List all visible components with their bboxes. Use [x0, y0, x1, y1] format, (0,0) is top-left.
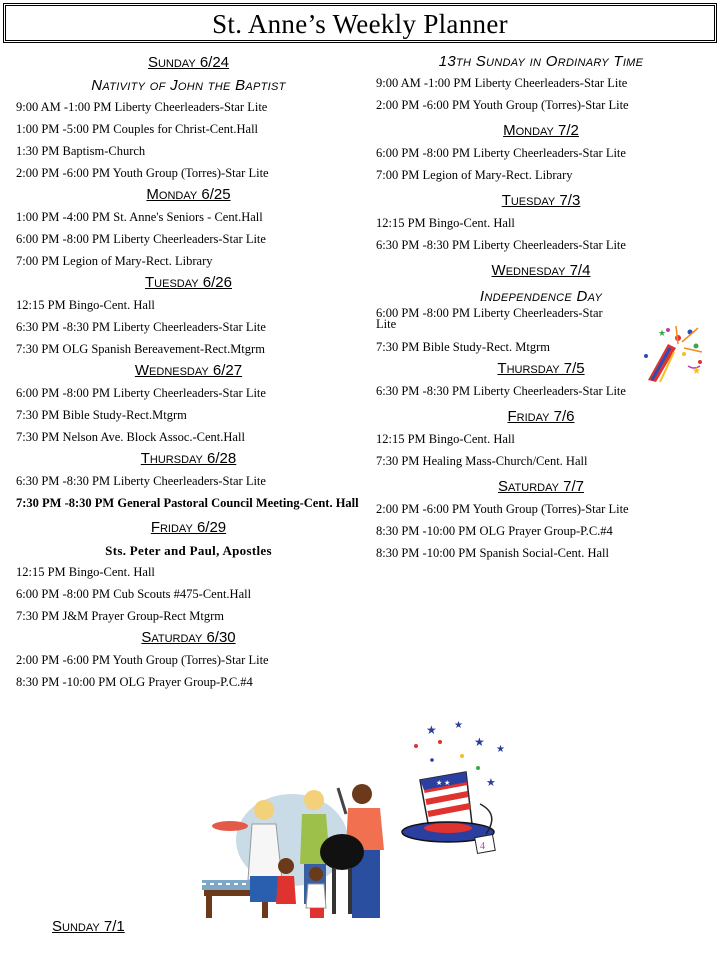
fireworks-clipart: [638, 322, 706, 386]
event-item: 12:15 PM Bingo-Cent. Hall: [376, 216, 515, 230]
event-item: 7:00 PM Legion of Mary-Rect. Library: [376, 168, 573, 182]
event-item: 7:30 PM Bible Study-Rect. Mtgrm: [376, 340, 550, 354]
event-item: 2:00 PM -6:00 PM Youth Group (Torres)-Star Lite: [376, 502, 629, 516]
left-column: [16, 52, 361, 693]
day-heading: Saturday 7/7: [498, 478, 584, 495]
day-heading: Tuesday 7/3: [501, 192, 581, 209]
day-heading: Wednesday 6/27: [134, 362, 243, 379]
feast-title: Sts. Peter and Paul, Apostles: [105, 543, 272, 558]
feast-title: Independence Day: [479, 288, 603, 305]
svg-text:★: ★: [496, 744, 505, 755]
day-heading: Sunday 6/24: [147, 54, 230, 71]
title-banner: [3, 3, 717, 43]
day-heading: Thursday 6/28: [140, 450, 237, 467]
event-item: 12:15 PM Bingo-Cent. Hall: [16, 298, 155, 312]
event-item: 6:00 PM -8:00 PM Cub Scouts #475-Cent.Hall: [16, 587, 252, 601]
day-heading: Sunday 7/1: [52, 918, 125, 935]
svg-text:★: ★: [692, 366, 701, 377]
svg-text:★: ★: [426, 723, 437, 737]
day-heading: Thursday 7/5: [497, 360, 585, 377]
right-column: [376, 52, 706, 564]
event-item: 6:30 PM -8:30 PM Liberty Cheerleaders-Star Lite: [16, 320, 266, 334]
family-bbq-clipart: [202, 780, 398, 922]
feast-title: Nativity of John the Baptist: [91, 77, 286, 94]
svg-text:★: ★: [454, 720, 463, 731]
day-heading: Friday 6/29: [150, 519, 227, 536]
event-item: 12:15 PM Bingo-Cent. Hall: [16, 565, 155, 579]
event-item: 7:30 PM Healing Mass-Church/Cent. Hall: [376, 454, 588, 468]
event-item: 7:30 PM Bible Study-Rect.Mtgrm: [16, 408, 187, 422]
day-heading: Tuesday 6/26: [145, 274, 232, 291]
event-item: 8:30 PM -10:00 PM OLG Prayer Group-P.C.#4: [16, 675, 253, 689]
event-item: 1:00 PM -4:00 PM St. Anne's Seniors - Cent.Hall: [16, 210, 263, 224]
event-item: 1:00 PM -5:00 PM Couples for Christ-Cent.Hall: [16, 122, 259, 136]
event-item: 9:00 AM -1:00 PM Liberty Cheerleaders-Star Lite: [376, 76, 628, 90]
event-item: 6:00 PM -8:00 PM Liberty Cheerleaders-Star Lite: [376, 146, 626, 160]
day-heading: Wednesday 7/4: [491, 262, 591, 279]
event-item: 12:15 PM Bingo-Cent. Hall: [376, 432, 515, 446]
event-item: 7:00 PM Legion of Mary-Rect. Library: [16, 254, 213, 268]
svg-text:4: 4: [480, 841, 485, 852]
event-item: 7:30 PM -8:30 PM General Pastoral Council Meeting-Cent. Hall: [16, 496, 359, 510]
svg-text:★: ★: [486, 777, 496, 789]
event-item: 2:00 PM -6:00 PM Youth Group (Torres)-Star Lite: [16, 166, 269, 180]
day-heading: Saturday 6/30: [141, 629, 236, 646]
event-item: 7:30 PM OLG Spanish Bereavement-Rect.Mtgrm: [16, 342, 265, 356]
event-item: 6:30 PM -8:30 PM Liberty Cheerleaders-Star Lite: [16, 474, 266, 488]
svg-text:★: ★: [474, 735, 485, 749]
event-item: 2:00 PM -6:00 PM Youth Group (Torres)-Star Lite: [16, 653, 269, 667]
day-heading: Friday 7/6: [507, 408, 575, 425]
event-item: 8:30 PM -10:00 PM OLG Prayer Group-P.C.#4: [376, 524, 613, 538]
day-heading: Monday 6/25: [146, 186, 231, 203]
event-item: 9:00 AM -1:00 PM Liberty Cheerleaders-Star Lite: [16, 100, 268, 114]
event-item: 7:30 PM Nelson Ave. Block Assoc.-Cent.Hall: [16, 430, 245, 444]
day-heading: Monday 7/2: [503, 122, 579, 139]
event-item: 6:00 PM -8:00 PM Liberty Cheerleaders-Star Lite: [16, 386, 266, 400]
uncle-sam-hat-clipart: [396, 716, 516, 866]
event-item: 6:30 PM -8:30 PM Liberty Cheerleaders-Star Lite: [376, 384, 626, 398]
page-title: St. Anne’s Weekly Planner: [212, 9, 508, 39]
event-item: 2:00 PM -6:00 PM Youth Group (Torres)-Star Lite: [376, 98, 629, 112]
event-item: 6:00 PM -8:00 PM Liberty Cheerleaders-Star Lite: [376, 306, 603, 331]
event-item: 1:30 PM Baptism-Church: [16, 144, 146, 158]
feast-title: 13th Sunday in Ordinary Time: [438, 53, 644, 70]
event-item: 8:30 PM -10:00 PM Spanish Social-Cent. Hall: [376, 546, 609, 560]
event-item: 6:00 PM -8:00 PM Liberty Cheerleaders-Star Lite: [16, 232, 266, 246]
event-item: 7:30 PM J&M Prayer Group-Rect Mtgrm: [16, 609, 224, 623]
event-item: 6:30 PM -8:30 PM Liberty Cheerleaders-Star Lite: [376, 238, 626, 252]
svg-text:★ ★: ★ ★: [436, 779, 451, 787]
svg-text:★: ★: [658, 328, 667, 338]
